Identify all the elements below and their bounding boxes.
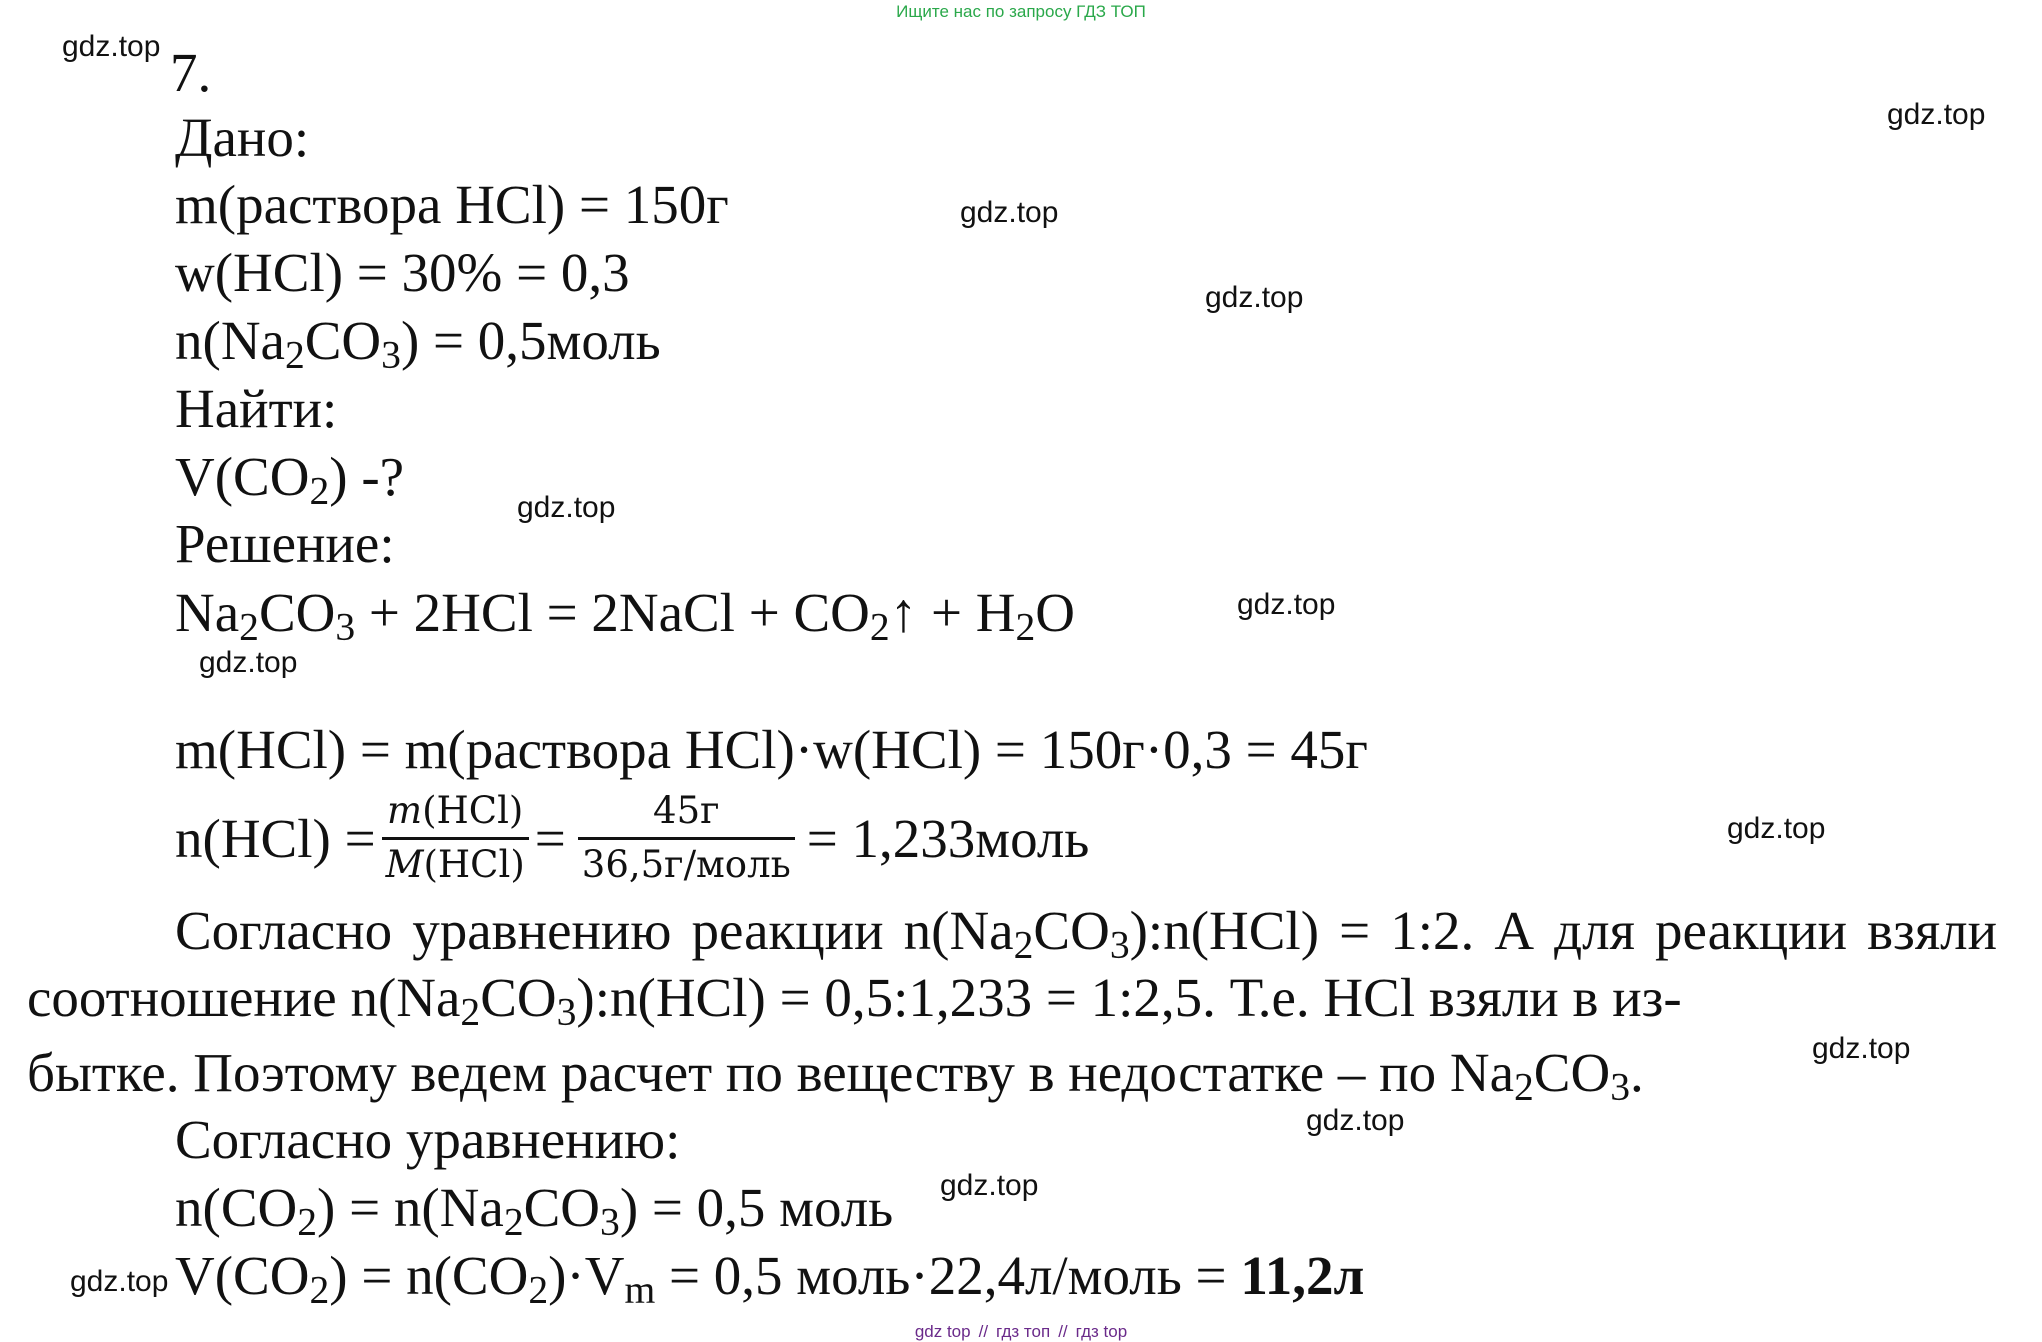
task-number: 7. — [170, 42, 212, 103]
solution-heading: Решение: — [175, 513, 395, 574]
fraction-molar-num: m(HCl) — [386, 788, 524, 832]
watermark: gdz.top — [1887, 98, 1986, 131]
footer-separator: // — [1058, 1322, 1068, 1341]
given-heading: Дано: — [175, 107, 310, 168]
watermark: gdz.top — [1812, 1032, 1911, 1065]
fraction-molar-den: M(HCl) — [382, 837, 529, 887]
watermark: gdz.top — [960, 196, 1059, 229]
footer-link-gdz-top-mixed[interactable]: гдз top — [1075, 1322, 1128, 1341]
top-banner[interactable]: Ищите нас по запросу ГДЗ ТОП — [896, 2, 1146, 21]
watermark: gdz.top — [1205, 281, 1304, 314]
mass-hcl-calc: m(HCl) = m(раствора HCl)·w(HCl) = 150г·0,3 = 45г — [175, 719, 1368, 780]
watermark: gdz.top — [70, 1265, 169, 1298]
volume-co2-calc: $V(CO_2) = n(CO_2)\cdot V_m = 0,5$ моль·22,4л/моль = 11,2л — [175, 1245, 1365, 1312]
amount-hcl-rhs: = 1,233моль — [806, 807, 1090, 869]
amount-hcl-lhs: n(HCl) = — [175, 807, 376, 869]
footer-separator: // — [978, 1322, 989, 1341]
given-amount-na2co3: $n(Na_2CO_3)$ = 0,5моль — [175, 310, 661, 377]
watermark: gdz.top — [1306, 1104, 1405, 1137]
according-to-equation: Согласно уравнению: — [175, 1109, 681, 1170]
reaction-equation: $Na_2CO_3 + 2HCl$ = 2NaCl + $CO_2↑ + H_2O$ — [175, 582, 1075, 649]
amount-hcl-calc — [175, 782, 1089, 894]
watermark: gdz.top — [1727, 812, 1826, 845]
fraction-molar — [382, 790, 529, 886]
given-mass-fraction: w(HCl) = 30% = 0,3 — [175, 242, 630, 303]
watermark: gdz.top — [1237, 588, 1336, 621]
watermark: gdz.top — [517, 491, 616, 524]
final-answer: 11,2л — [1240, 1245, 1365, 1306]
fraction-values — [578, 790, 795, 886]
footer-links — [0, 1322, 2042, 1342]
watermark: gdz.top — [199, 646, 298, 679]
watermark: gdz.top — [940, 1169, 1039, 1202]
watermark: gdz.top — [62, 30, 161, 63]
find-heading: Найти: — [175, 378, 338, 439]
fraction-values-den: 36,5г/моль — [578, 837, 795, 887]
find-target: $V(CO_2)$ -? — [175, 446, 405, 513]
ratio-paragraph-last-line: бытке. Поэтому ведем расчет по веществу в недостатке – по $Na_2CO_3$. — [27, 1042, 1644, 1109]
footer-link-gdz-top[interactable]: gdz top — [914, 1322, 971, 1341]
amount-hcl-eq: = — [534, 807, 566, 869]
given-mass-solution: m(раствора HCl) = 150г — [175, 174, 729, 235]
fraction-values-num: 45г — [653, 788, 720, 832]
footer-link-gdz-top-ru[interactable]: гдз топ — [996, 1322, 1051, 1341]
amount-co2-calc: $n(CO_2) = n(Na_2CO_3) = 0,5$ моль — [175, 1177, 894, 1244]
ratio-paragraph: Согласно уравнению реакции $n(Na_2CO_3):n(HCl)$ = 1:2. А для реакции взяли соотношение $n(Na_2CO_3):n(HCl)$ = 0,5:1,233 = 1:2,5. Т.е. HCl взяли в из- — [27, 900, 1997, 1034]
